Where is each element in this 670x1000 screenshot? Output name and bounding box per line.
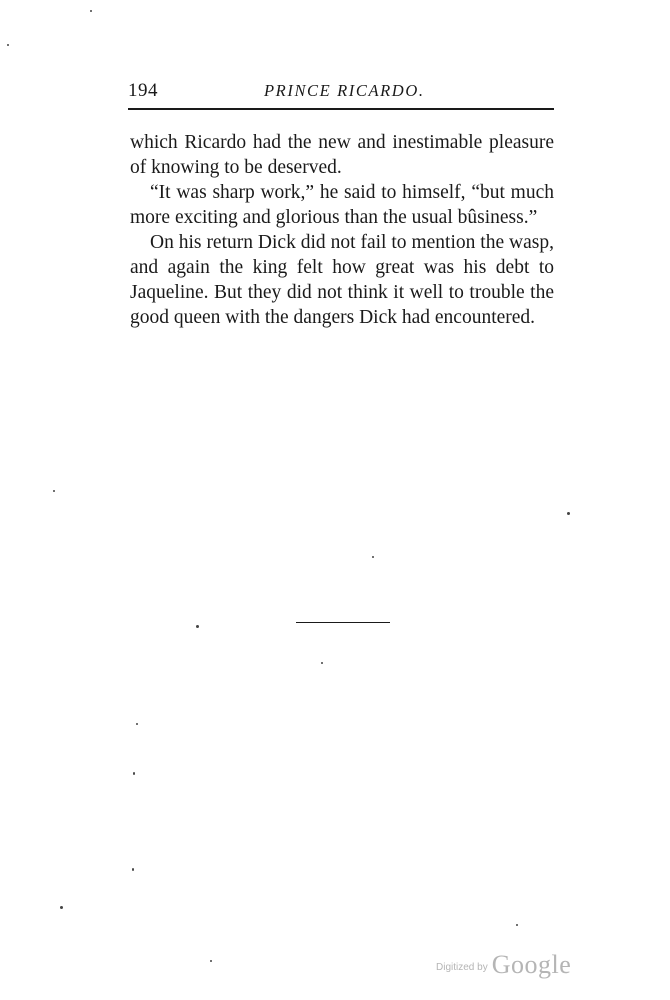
- running-title: PRINCE RICARDO.: [264, 81, 425, 100]
- scan-speck: [133, 772, 135, 775]
- scan-speck: [53, 490, 55, 492]
- paragraph-3: On his return Dick did not fail to mention the wasp, and again the king felt how great was his debt to Jaqueline. But they did not think it well to trouble the good queen with the dangers Dick had encountered.: [130, 232, 554, 328]
- scan-speck: [90, 10, 92, 12]
- paragraph-2: “It was sharp work,” he said to himself, “but much more exciting and glorious than the usual bûsiness.”: [130, 182, 554, 228]
- header-rule: [128, 108, 554, 110]
- paragraph-1: which Ricardo had the new and inestimable pleasure of knowing to be deserved.: [130, 132, 554, 178]
- chapter-end-rule: [296, 622, 390, 623]
- scan-speck: [132, 868, 134, 871]
- scan-speck: [567, 512, 570, 515]
- google-logo-text: Google: [491, 950, 572, 979]
- scan-speck: [321, 662, 323, 664]
- running-head: [128, 80, 554, 104]
- scan-speck: [7, 44, 9, 46]
- scan-speck: [196, 625, 199, 628]
- scan-speck: [210, 960, 212, 962]
- scan-speck: [60, 906, 63, 909]
- scan-speck: [372, 556, 374, 558]
- watermark-prefix: Digitized by: [436, 962, 488, 973]
- digitized-by-google-watermark: [436, 950, 576, 980]
- body-text: [130, 130, 554, 330]
- page-number: 194: [128, 80, 158, 101]
- scan-speck: [516, 924, 518, 926]
- scan-speck: [136, 723, 138, 725]
